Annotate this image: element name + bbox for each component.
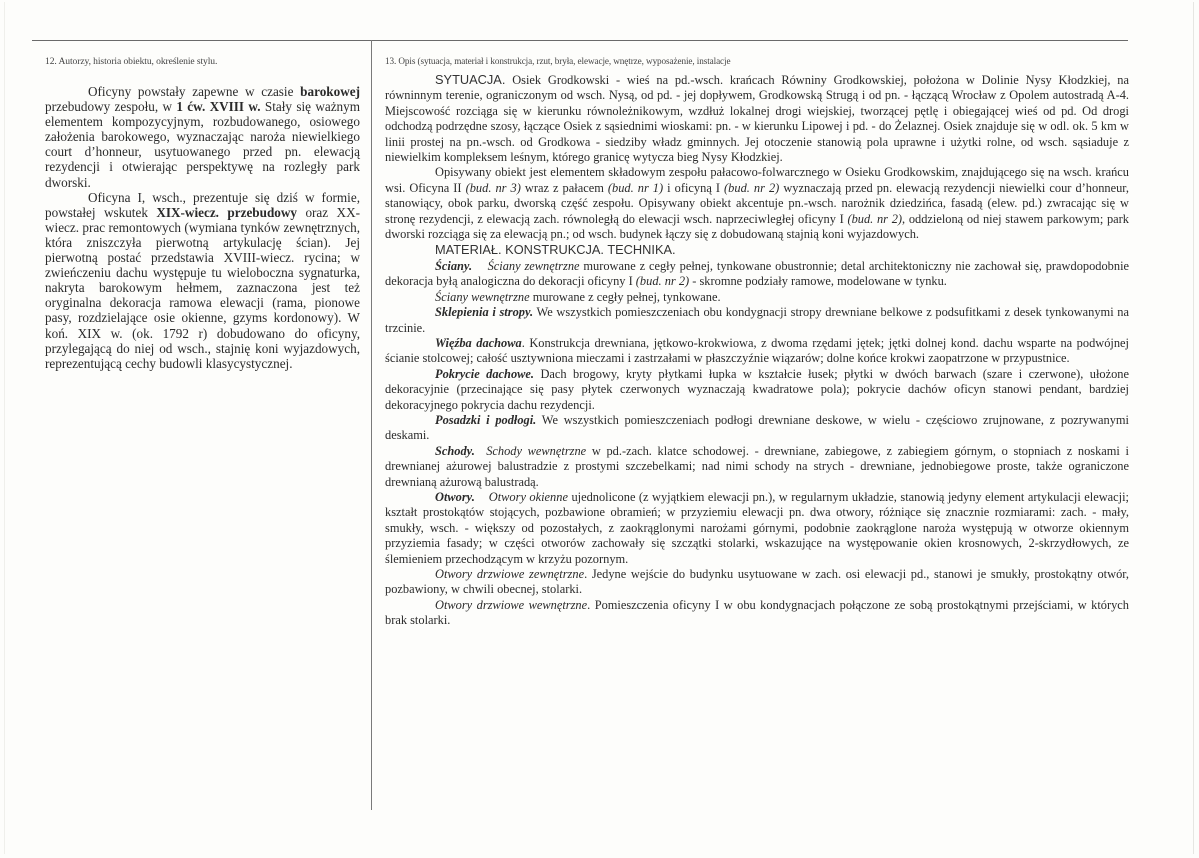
text-span: . Jedyne wejście do budynku usytuowane w zach. osi elewacji pd., stanowi je smukły, prostokątny otwór, pozbawiony, w chwili obecnej, stolarki. <box>385 567 1129 597</box>
subsection-title: Więźba dachowa <box>435 335 522 350</box>
text-span: Oficyna I, wsch., prezentuje się dziś w formie, powstałej wskutek <box>45 189 360 220</box>
obiekt-paragraph <box>385 165 1129 242</box>
text-span: Oficyny powstały zapewne w czasie <box>88 84 301 99</box>
text-span: i oficyną I <box>663 180 725 195</box>
text-span: We wszystkich pomieszczeniach obu kondygnacji stropy drewniane belkowe z podsufitkami z desek tynkowanymi na trzcinie. <box>385 305 1130 335</box>
subsection-title: Otwory. <box>435 489 475 504</box>
italic-span: Otwory drzwiowe zewnętrzne <box>435 567 585 581</box>
subsection-title: Pokrycie dachowe. <box>435 366 535 381</box>
sciany-wew-paragraph <box>385 290 1129 305</box>
posadzki-paragraph <box>385 413 1129 444</box>
ref-span: (bud. nr 2) <box>847 211 903 226</box>
subsection-title: Posadzki i podłogi. <box>435 412 537 427</box>
text-span: murowane z cegły pełnej, tynkowane. <box>529 289 721 304</box>
section-heading-material: MATERIAŁ. KONSTRUKCJA. TECHNIKA. <box>435 242 676 258</box>
text-span: przebudowy zespołu, w <box>45 99 177 115</box>
italic-span: Ściany wewnętrzne <box>435 289 530 304</box>
italic-span: Ściany zewnętrzne <box>487 258 580 273</box>
bold-span: barokowej <box>300 84 360 99</box>
sciany-paragraph <box>385 259 1129 290</box>
field-label-13: 13. Opis (sytuacja, materiał i konstrukcja, rzut, bryła, elewacje, wnętrze, wyposażenie, instalacje <box>385 56 731 66</box>
italic-span: Otwory drzwiowe wewnętrzne <box>435 597 588 612</box>
history-text <box>45 84 360 371</box>
italic-span: Otwory okienne <box>488 489 568 504</box>
text-span: oraz XX-wiecz. prac remontowych (wymiana tynków zewnętrznych, która zniszczyła pierwotną artykulację ścian). Jej pierwotną postać przedstawia XVIII-wiecz. rycina; w zwieńczeniu dachu występuje tu wieloboczna sygnaturka, nakryta barokowym hełmem, zaznaczona jest też oryginalna dekoracja ramowa elewacji (rama, pionowe pasy, rozdzielające osie okienne, gzyms kordonowy). W koń. XIX w. (ok. 1792 r) dobudowano do oficyny, przylegającą do niej od wsch., stajnię koni wyjazdowych, reprezentującą cechy budowli klasycystycznej. <box>45 204 360 371</box>
text-span: ujednolicone (z wyjątkiem elewacji pn.), w regularnym układzie, stanowią jedyny element artykulacji elewacji; kształt prostokątów stojących, pozbawione obramień; w przyziemiu elewacji pn. dwa otwory, różniące się znacznie rozmiarami: zach. - mały, smukły, wsch. - większy od pozostałych, z zaokrąglonymi narożami górnymi, podobnie zaokrąglone naroża występują w otworze okiennym przyziemia fasady; w części otworów zachowały się szczątki stolarki, wskazujące na występowanie okien krosnowych, 2-skrzydłowych, ze ślemieniem przechodzącym w krzyżu pozornym. <box>385 489 1130 566</box>
description-text <box>385 72 1129 629</box>
history-paragraph-2 <box>45 190 360 371</box>
top-rule <box>32 40 1128 41</box>
text-span: . Konstrukcja drewniana, jętkowo-krokwiowa, z dwoma rzędami jętek; jętki dolnej kond. dachu wsparte na podwójnej ścianie stolcowej; całość usztywniona mieczami i zastrzałami w płaszczyźnie wiązarów; dolne końce krokwi zaopatrzone w przypustnice. <box>385 335 1129 366</box>
section-heading-sytuacja: SYTUACJA. <box>435 72 506 87</box>
text-span: wraz z pałacem <box>520 180 608 195</box>
text-span: wyznaczają przed pn. elewacją rezydencji niewielki cour d’honneur, stanowiący, obok parku, dworską część zespołu. Opisywany obiekt akcentuje pn.-wsch. narożnik dziedzińca, fasadą (elew. pd.) zwracając się w stronę rezydencji, z elewacją zach. równoległą do elewacji wsch. naprzeciwległej oficyny I <box>385 180 1130 226</box>
material-heading-line <box>385 242 1129 258</box>
bold-span: XIX-wiecz. przebudowy <box>156 204 298 220</box>
drzwi-zew-paragraph <box>385 567 1129 598</box>
schody-paragraph <box>385 444 1129 490</box>
ref-span: (bud. nr 1) <box>607 180 664 195</box>
italic-span: Schody wewnętrzne <box>486 443 587 458</box>
sklepienia-paragraph <box>385 305 1129 336</box>
text-span: - skromne podziały ramowe, modelowane w tynku. <box>689 274 947 289</box>
text-span: , oddzieloną od niej stawem parkowym; park dworski rozciąga się za elewacją pn.; od wsch. budynek łączy się z dobudowaną stajnią koni wyjazdowych. <box>385 211 1129 242</box>
text-span: Opisywany obiekt jest elementem składowym zespołu pałacowo-folwarcznego w Osieku Grodkowskim, znajdującego się na wsch. krańcu wsi. Oficyna II <box>385 165 1129 195</box>
text-span: We wszystkich pomieszczeniach podłogi drewniane deskowe, w wielu - częściowo zrujnowane, z pozrywanymi deskami. <box>385 412 1129 443</box>
drzwi-wew-paragraph <box>385 598 1129 629</box>
ref-span: (bud. nr 3) <box>465 180 521 195</box>
text-span: . Pomieszczenia oficyny I w obu kondygnacjach połączone ze sobą prostokątnymi przejściami, w których brak stolarki. <box>385 597 1129 628</box>
text-span: Stały się ważnym elementem kompozycyjnym, rozbudowanego, osiowego założenia barokowego, wyznaczając naroża niewielkiego court d’honneur, usytuowanego przed pn. elewacją rezydencji i otwierając perspektywę na rozległy park dworski. <box>45 99 360 190</box>
text-span: murowane z cegły pełnej, tynkowane obustronnie; detal architektoniczny nie zachował się, prawdopodobnie dekoracja byłą analogiczna do dekoracji oficyny I <box>385 258 1130 289</box>
otwory-paragraph <box>385 490 1129 567</box>
ref-span: (bud. nr 2) <box>635 274 690 289</box>
wiezba-paragraph <box>385 336 1129 367</box>
subsection-title: Schody. <box>435 443 475 458</box>
text-span: w pd.-zach. klatce schodowej. - drewniane, zabiegowe, z zabiegiem górnym, o stopniach z noskami i drewnianej ażurowej balustradzie z prostymi szczebelkami; nad nimi schody na strych - drewniane, jednobiegowe proste, także ograniczone drewnianą ażurową balustradą. <box>385 443 1129 489</box>
subsection-title: Ściany. <box>435 258 473 273</box>
pokrycie-paragraph <box>385 367 1129 413</box>
sytuacja-paragraph <box>385 72 1129 165</box>
bold-span: 1 ćw. XVIII w. <box>176 99 261 115</box>
subsection-title: Sklepienia i stropy. <box>435 305 534 320</box>
field-label-12: 12. Autorzy, historia obiektu, określenie stylu. <box>45 56 218 67</box>
text-span: Osiek Grodkowski - wieś na pd.-wsch. krańcach Równiny Grodkowskiej, położona w Dolinie Nysy Kłodzkiej, na równinnym terenie, ograniczonym od wsch. Nysą, od pd. - jej dopływem, Grodkowską Strugą i od pn. - łączącą Wrocław z Opolem autostradą A-4. Miejscowość rozciąga się w kierunku równoleżnikowym, wzdłuż lokalnej drogi wiejskiej, tworzącej pętlę i obiegającej wieś od pd. Od drogi odchodzą podrzędne szosy, łączące Osiek z sąsiednimi wioskami: pn. - w kierunku Lipowej i pd. - do Żelaznej. Osiek znajduje się w odl. ok. 5 km w linii prostej na pn.-wsch. od Grodkowa - siedziby władz gminnych. Jej otoczenie stanowią pola uprawne i użytki rolne, od wsch. sąsiaduje z niewielkim kompleksem leśnym, którego granicę wytycza bieg Nysy Kłodzkiej. <box>385 73 1129 165</box>
text-span: Dach brogowy, kryty płytkami łupka w kształcie łusek; płytki w dwóch barwach (szare i czerwone), ułożone dekoracyjnie (przecinające się pasy płytek czerwonych wyznaczają kwadratowe pola); pokrycie dachów oficyn stanowi pendant, bardziej dekoracyjnego pokrycia dachu rezydencji. <box>385 366 1129 412</box>
history-paragraph-1 <box>45 84 360 190</box>
right-column-description <box>385 52 1129 629</box>
ref-span: (bud. nr 2) <box>724 180 780 195</box>
left-column-history <box>45 52 360 371</box>
column-divider <box>371 40 372 810</box>
